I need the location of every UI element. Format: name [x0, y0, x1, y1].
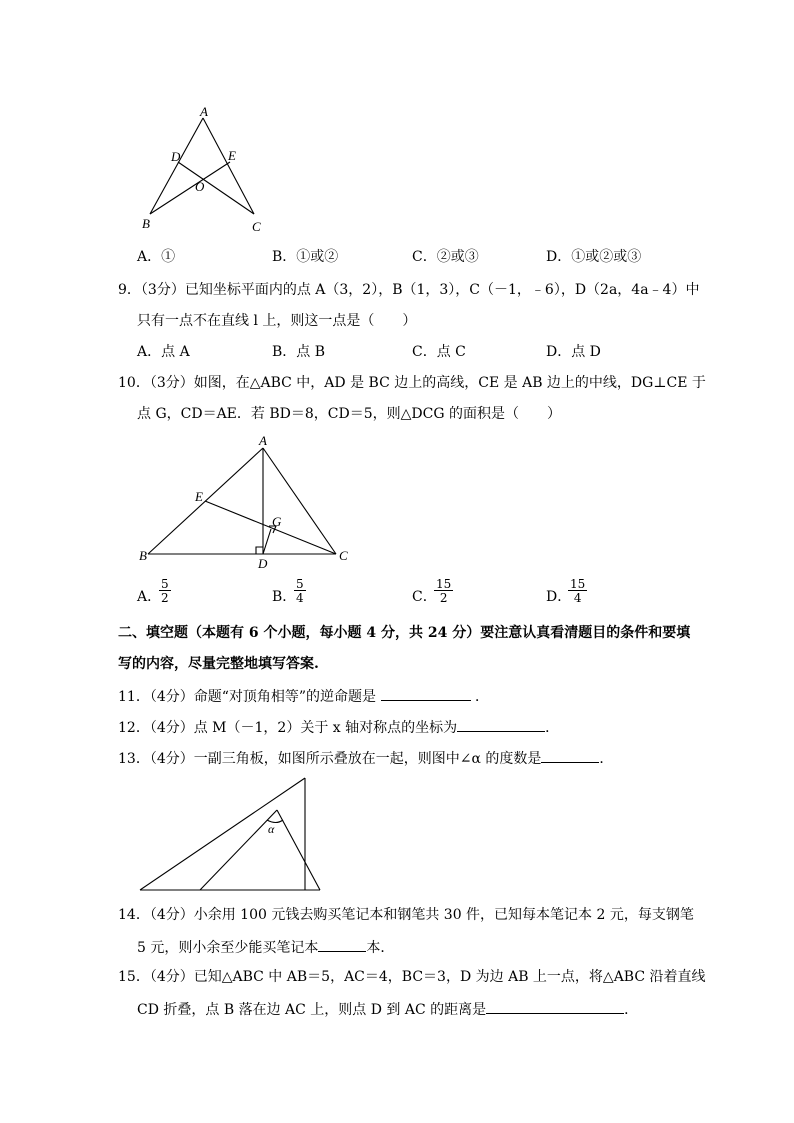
q10-label-e: E — [195, 489, 203, 504]
q8-option-c[interactable]: C．②或③ — [412, 249, 479, 265]
q13-answer-blank[interactable] — [541, 750, 599, 763]
q8-label-c: C — [252, 219, 261, 234]
q10-right-angle-d — [256, 547, 263, 554]
q10-figure — [132, 428, 362, 576]
q9-option-c[interactable]: C．点 C — [412, 344, 466, 360]
q9-stem-line2: 只有一点不在直线 l 上，则这一点是（ ） — [137, 313, 417, 329]
q10-option-d[interactable]: D． $\frac{15}{4}$ — [546, 577, 586, 605]
q9-option-b[interactable]: B．点 B — [272, 344, 326, 360]
q10-option-d-fraction: $\frac{15}{4}$ — [570, 577, 586, 605]
q8-line-ab — [150, 118, 203, 214]
q10-option-c-fraction: $\frac{15}{2}$ — [436, 577, 452, 605]
q8-label-b: B — [142, 216, 150, 231]
q10-option-a-fraction: $\frac{5}{2}$ — [161, 577, 169, 605]
q10-option-c[interactable]: C． $\frac{15}{2}$ — [412, 577, 452, 605]
q8-option-d[interactable]: D．①或②或③ — [546, 249, 642, 265]
q15-answer-blank[interactable] — [486, 1001, 624, 1014]
q10-option-b-fraction: $\frac{5}{4}$ — [296, 577, 304, 605]
q8-option-a[interactable]: A．① — [137, 249, 176, 265]
q8-line-ac — [203, 118, 254, 214]
q10-line-dg — [263, 529, 271, 554]
q9-stem-line1: 9．（3分）已知坐标平面内的点 A（3，2），B（1，3），C（－1，﹣6），D（2a，4a﹣4）中 — [118, 282, 700, 298]
q9-option-a[interactable]: A．点 A — [137, 344, 190, 360]
q13-triangle1-hypotenuse — [140, 778, 305, 890]
section2-heading-line1: 二、填空题（本题有 6 个小题，每小题 4 分，共 24 分）要注意认真看清题目的条件和要填 — [118, 625, 691, 641]
q14-answer-blank[interactable] — [318, 939, 366, 952]
q13: 13．（4分）一副三角板，如图所示叠放在一起，则图中∠α 的度数是 ． — [118, 751, 614, 767]
q8-option-b[interactable]: B．①或② — [272, 249, 339, 265]
q8-label-d: D — [171, 149, 181, 164]
q13-triangle2-right — [277, 810, 320, 890]
q12-answer-blank[interactable] — [457, 719, 545, 732]
q11: 11．（4分）命题“对顶角相等”的逆命题是 ． — [118, 689, 489, 705]
q11-answer-blank[interactable] — [381, 688, 471, 701]
q12: 12．（4分）点 M（－1，2）关于 x 轴对称点的坐标为 ． — [118, 720, 560, 736]
q10-line-ac — [263, 448, 336, 554]
q13-triangle2-left — [200, 810, 277, 890]
q10-stem-line2: 点 G，CD＝AE．若 BD＝8，CD＝5，则△DCG 的面积是（ ） — [137, 406, 561, 422]
q8-label-a: A — [200, 104, 208, 119]
section2-heading-line2: 写的内容，尽量完整地填写答案. — [118, 656, 319, 672]
q15-line1: 15．（4分）已知△ABC 中 AB＝5，AC＝4，BC＝3，D 为边 AB 上一点，将△ABC 沿着直线 — [118, 969, 706, 985]
q10-label-a: A — [259, 433, 267, 448]
q10-option-b[interactable]: B． $\frac{5}{4}$ — [272, 577, 304, 605]
q14-line1: 14．（4分）小余用 100 元钱去购买笔记本和钢笔共 30 件，已知每本笔记本 2 元，每支钢笔 — [118, 907, 694, 923]
q8-figure — [130, 100, 280, 240]
q8-label-o: O — [195, 179, 205, 194]
q10-label-b: B — [139, 548, 147, 563]
q13-figure — [136, 775, 326, 897]
q10-option-a[interactable]: A． $\frac{5}{2}$ — [137, 577, 169, 605]
q10-label-d: D — [258, 556, 268, 571]
q10-label-c: C — [339, 548, 348, 563]
q8-label-e: E — [228, 148, 236, 163]
q10-label-g: G — [272, 514, 282, 529]
q14-line2: 5 元，则小余至少能买笔记本 本． — [137, 940, 395, 956]
q13-alpha-label: α — [268, 822, 275, 836]
q10-line-ce — [205, 501, 336, 554]
q9-option-d[interactable]: D．点 D — [546, 344, 601, 360]
q10-stem-line1: 10．（3分）如图，在△ABC 中，AD 是 BC 边上的高线，CE 是 AB 边上的中线，DG⊥CE 于 — [118, 375, 706, 391]
q15-line2: CD 折叠，点 B 落在边 AC 上，则点 D 到 AC 的距离是 ． — [137, 1002, 639, 1018]
